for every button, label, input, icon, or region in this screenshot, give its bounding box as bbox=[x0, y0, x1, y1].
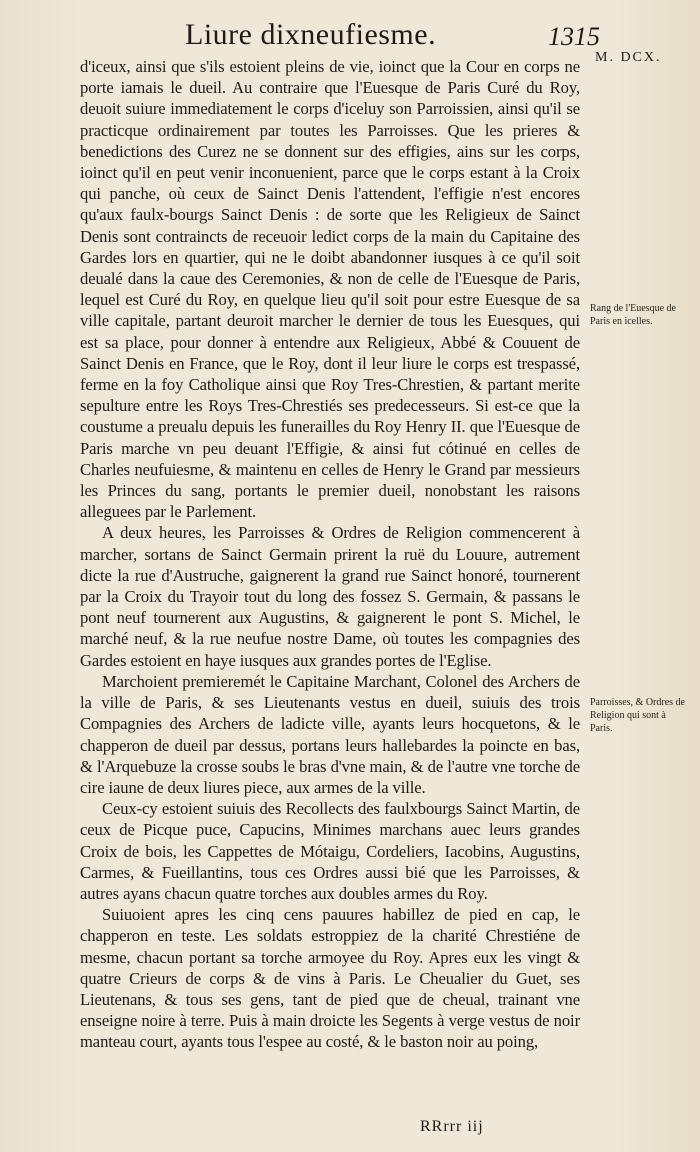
paragraph-3: Marchoient premieremét le Capitaine Marchant, Colonel des Archers de la ville de Paris, & ses Lieutenants vestus en dueil, suiuis des trois Compagnies des Archers de ladicte ville, ayants leurs hocquetons, & le chapperon de dueil par dessus, portans leurs hallebardes la poincte en bas, & l'Arquebuze la crosse soubs le bras d'vne main, & de l'autre vne torche de cire iaune de deux liures piece, aux armes de la ville. bbox=[80, 671, 580, 797]
running-title: Liure dixneufiesme. bbox=[185, 18, 437, 51]
paragraph-2: A deux heures, les Parroisses & Ordres de Religion commencerent à marcher, sortans de Sainct Germain prirent la ruë du Louure, autrement dicte la rue d'Austruche, gaignerent la grand rue Sainct honoré, tournerent par la Croix du Trayoir tout du long des fossez S. Germain, & passans le pont neuf tournerent aux Augustins, & gaignerent le pont S. Michel, le marché neuf, & la rue neufue nostre Dame, où toutes les compagnies des Gardes estoient en haye iusques aux grandes portes de l'Eglise. bbox=[80, 523, 580, 670]
paragraph-1: d'iceux, ainsi que s'ils estoient pleins de vie, ioinct que la Cour en corps ne porte iamais le dueil. Au contraire que l'Euesque de Paris Curé du Roy, deuoit suiure immediatement le corps d'iceluy son Parroissien, ainsi qu'il se practicque ordinairement par toutes les Parroisses. Que les prieres & benedictions des Curez ne se donnent sur des effigies, ains sur les corps, ioinct qu'il en peut venir inconuenient, parce que le corps estant à la Croix qui panche, où ceux de Sainct Denis l'attendent, l'effigie n'est encores qu'aux faulx-bourgs Sainct Denis : de sorte que les Religieux de Sainct Denis sont contraincts de receuoir ledict corps de la main du Capitaine des Gardes lors en quartier, qui ne le doibt abandonner iusques à ce qu'il soit deualé dans la caue des Ceremonies, & non de celle de l'Euesque de Paris, lequel est Curé du Roy, en quelque lieu qu'il soit pour estre Euesque de sa ville capitale, partant deuroit marcher le dernier de tous les Euesques, qui est sa place, pour donner à entendre aux Religieux, Abbé & Couuent de Sainct Denis en France, que le Roy, dont il leur liure le corps est trespassé, ferme en la foy Catholique ainsi que Roy Tres-Chrestien, & partant merite sepulture entre les Roys Tres-Chrestiés ses predecesseurs. Si est-ce que la coustume a preualu depuis les funerailles du Roy Henry II. que l'Euesque de Paris marche vn peu deuant l'Effigie, & ainsi fut cótinué en celles de Charles neufuiesme, & maintenu en celles de Henry le Grand par messieurs les Princes du sang, portants le premier dueil, nonobstant les raisons alleguees par le Parlement. bbox=[80, 57, 580, 522]
margin-note-1: Rang de l'Euesque de Paris en icelles. bbox=[590, 303, 676, 327]
page-number: 1315 bbox=[548, 22, 600, 51]
margin-year: M. DCX. bbox=[595, 50, 662, 65]
main-text bbox=[80, 56, 580, 1053]
paragraph-5: Suiuoient apres les cinq cens pauures habillez de pied en cap, le chapperon en teste. Les soldats estroppiez de la charité Chrestiéne de mesme, chacun portant sa torche armoyee du Roy. Apres eux les vingt & quatre Crieurs de corps & de vins à Paris. Le Cheualier du Guet, ses Lieutenans, & tous ses gens, tant de pied que de cheual, trainant vne enseigne noire à terre. Puis à main droicte les Segents à verge vestus de noir manteau court, ayants tous l'espee au costé, & le baston noir au poing, bbox=[80, 905, 580, 1052]
margin-note-2: Parroisses, & Ordres de Religion qui sont à Paris. bbox=[590, 697, 685, 734]
paragraph-4: Ceux-cy estoient suiuis des Recollects des faulxbourgs Sainct Martin, de ceux de Picque puce, Capucins, Minimes marchans auec leurs grandes Croix de bois, les Cappettes de Mótaigu, Cordeliers, Iacobins, Augustins, Carmes, & Fueillantins, tous ces Ordres aussi bié que les Parroisses, & autres ayans chacun quatre torches aux doubles armes du Roy. bbox=[80, 799, 580, 903]
catchword: RRrrr iij bbox=[420, 1118, 484, 1135]
